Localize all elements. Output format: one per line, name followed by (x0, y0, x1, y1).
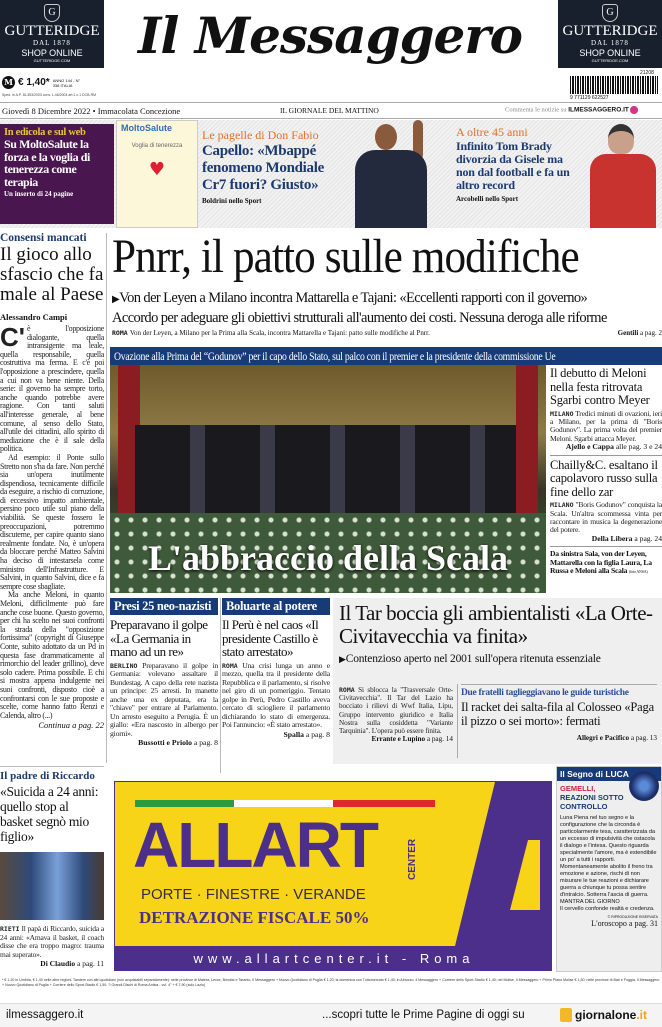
ad-since: DAL 1878 (33, 39, 71, 47)
giornalone-promo: ...scopri tutte le Prime Pagine di oggi su (322, 1009, 525, 1021)
promo-title: Su MoltoSalute la forza e la voglia di tenerezza come terapia (4, 137, 90, 189)
bottom-bar (0, 1003, 662, 1027)
crest-icon: G (602, 4, 618, 22)
promo-title: Capello: «Mbappé fenomeno Mondiale Cr7 fuori? Giusto» (202, 143, 324, 193)
rights: © RIPRODUZIONE RISERVATA (607, 915, 658, 919)
italian-flag-stripe (135, 800, 435, 807)
editorial (0, 232, 104, 730)
promo-byline: Arcobelli nello Sport (456, 195, 519, 203)
side2-sig: Della Libera a pag. 24 (591, 533, 662, 543)
riccardo-title[interactable]: «Suicida a 24 anni: quello stop al basket segnò mio figlio» (0, 784, 99, 844)
comment-bubble-icon (630, 106, 638, 114)
issue: ANNO 144 - N° 338 ITALIA (52, 77, 81, 88)
tar-sig: Errante e Lupino a pag. 14 (371, 735, 453, 744)
colosseo-kicker: Due fratelli taglieggiavano le guide turistiche (461, 688, 629, 698)
riccardo-story: Il padre di Riccardo «Suicida a 24 anni: quello stop al basket segnò mio figlio» RIETI Il papà di Riccardo, suicida a 24 anni: «Amava il basket, il coach disse che era troppo magro: trauma mai superato». Di Claudio a pag. 11 (0, 766, 104, 968)
ad-cta: SHOP ONLINE (579, 48, 641, 58)
horoscope-page[interactable]: L'oroscopo a pag. 31 (591, 919, 658, 928)
promo-kicker: Le pagelle di Don Fabio (202, 128, 319, 142)
editorial-kicker: Consensi mancati (0, 232, 87, 244)
crest-icon: G (44, 4, 60, 22)
ad-url: GUTTERIDGE.COM (591, 58, 629, 63)
riccardo-text: Il papà di Riccardo, suicida a 24 anni: «Amava il basket, il coach disse che era troppo magro: trauma mai superato». (0, 924, 104, 959)
side1-title[interactable]: Il debutto di Meloni nella festa ritrovata Sgarbi contro Meyer (550, 366, 650, 407)
horoscope-text: Luna Piena nel tuo segno e la configurazione che la circonda è particolarmente tesa, caratterizzata da un eccesso di impulsività che ostacola il dialogo e l'intesa. Questo riguarda specialmente l'amore, ma è estendibile un po' a tutti i rapporti. Momentaneamente abolito il freno tra emozione e azione, rischi di non misurare le tue reazioni e dichiarare guerra a chiunque tu possa sentire d'intralcio. Sotterra l'ascia di guerra. (560, 815, 657, 898)
heart-icon: ♥ (148, 159, 166, 180)
ad-brand: GUTTERIDGE (4, 23, 100, 39)
triangle-bullet-icon: ▶ (339, 654, 346, 664)
ad-cta: SHOP ONLINE (21, 48, 83, 58)
dropcap: C' (0, 322, 25, 352)
colosseo-sig: Allegri e Pacifico a pag. 13 (576, 734, 657, 742)
triangle-bullet-icon: ▶ (112, 294, 120, 305)
price-block (2, 76, 83, 89)
moltosalute-cover[interactable] (116, 120, 198, 228)
tar-deck: Contenzioso aperto nel 2001 sull'opera ritenuta essenziale (345, 653, 601, 665)
dateline (0, 102, 662, 119)
peru-kicker: Boluarte al potere (222, 598, 330, 615)
promo-title: Infinito Tom Brady divorzia da Gisele ma non dal football e fa un altro record (456, 139, 570, 192)
continue-link[interactable]: Continua a pag. 22 (38, 720, 104, 731)
scala-photo[interactable] (110, 365, 546, 593)
gutteridge-ad-left[interactable] (0, 0, 104, 68)
peru-title[interactable]: Il Perù è nel caos «Il presidente Castillo è stato arrestato» (222, 617, 319, 659)
colosseo-title[interactable]: Il racket dei salta-fila al Colosseo «Paga il pizzo o sei morto»: fermati (461, 700, 654, 728)
germany-sig: Bussotti e Priolo a pag. 8 (138, 738, 218, 747)
column-divider (220, 598, 221, 773)
price-footnote: * € 1,20 in Umbria, € 1,40 nelle altre regioni. Tandem con altri quotidiani (non acquistabili separatamente): nelle province di Matera, Lecce, Brindisi e Taranto, Il Messaggero + Nuovo Quotidiano di Puglia € 1,20; la domenica con Tuttomercato € 1,40; in Abruzzo, Il Messaggero + Corriere dello Sport-Stadio € 1,40; nel Molise, Il Messaggero + Primo Piano Molise € 1,50; nelle province di Bari e Foggia, Il Messaggero + Nuovo Quotidiano di Puglia + Corriere dello Sport-Stadio € 1,50. "I Grandi Dischi di Roma Antica - vol. 4" + € 7,90 (solo Lazio) (2, 978, 660, 987)
riccardo-sig: Di Claudio a pag. 11 (40, 959, 104, 968)
horoscope-header: Il Segno di LUCA (557, 767, 661, 781)
tar-box: Il Tar boccia gli ambientalisti «La Orte-Civitavecchia va finita» ▶Contenzioso aperto nel 2001 sull'opera ritenuta essenziale ROMA Si sblocca la "Trasversale Orte-Civitavecchia". Il Tar del Lazio ha bocciato i rilievi di Wwf Italia, Lipu, Gruppo intervento giuridico e Italia Nostra sulla cosiddetta "Variante Tarquinia". L'opera può essere finita. Errante e Lupino a pag. 14 Due fratelli taglieggiavano le guide turistiche Il racket dei salta-fila al Colosseo «Paga il pizzo o sei morto»: fermati Allegri e Pacifico a pag. 13 (333, 598, 662, 764)
postal-note: Sped. in A.P. DL353/2003 conv. L.46/2004 art.1 c.1 DCB-RM (2, 93, 97, 97)
promo-byline: Boldrini nello Sport (202, 197, 262, 205)
zodiac-wheel-icon (629, 771, 659, 801)
promo-note: Un inserto di 24 pagine (4, 190, 74, 198)
barcode (570, 76, 658, 94)
side2-title[interactable]: Chailly&C. esaltano il capolavoro russo sulla fine dello zar (550, 457, 658, 499)
scala-banner: Ovazione alla Prima del “Godunov” per il capo dello Stato, sul palco con il premier e la presidente della commissione Ue (114, 351, 556, 363)
colosseo-story (461, 684, 657, 742)
moltosalute-promo[interactable] (0, 124, 114, 224)
allart-ad[interactable] (114, 781, 552, 971)
magazine-name: MoltoSalute (121, 123, 172, 133)
scala-banner-bar (110, 347, 662, 365)
horoscope-title: REAZIONI SOTTO CONTROLLO (560, 793, 624, 811)
side1-text: Tredici minuti di ovazioni, ieri a Milano, per la prima di "Boris Godunov". La prima volta del premier Meloni. Sgarbi attacca Meyer. (550, 408, 662, 443)
lead-summary: ROMA Von der Leyen, a Milano per la Prima alla Scala, incontra Mattarella e Tajani: patto sulle modifiche al Pnrr. Gentili a pag. 2 (112, 329, 662, 337)
basketball-photo (0, 852, 104, 920)
ad-url: GUTTERIDGE.COM (33, 58, 71, 63)
brady-promo[interactable] (456, 125, 581, 203)
giornalone-logo-icon (560, 1008, 572, 1022)
editorial-p1: C' è l'opposizione dialogante, quella intransigente ma leale, quella responsabile, quella costruttiva ma ferma. E c'è poi l'opposizione a prescindere, quella a cui non va bene niente. Della serie: il governo ha sempre torto, anche quando potrebbe avere ragione. Con tanti saluti all'interesse generale, al bene comune, al senso dello Stato, all'utile dei cittadini, allo spirito di mediazione che è il sale della politica. (0, 322, 104, 454)
barcode-code: 21208 (640, 70, 654, 76)
mantra-label: MANTRA DEL GIORNO (560, 899, 620, 905)
peru-sig: Spalla a pag. 8 (283, 729, 330, 739)
promo-kicker: A oltre 45 anni (456, 125, 528, 139)
site-link[interactable]: ilmessaggero.it (6, 1009, 84, 1021)
m-logo-icon: M (2, 76, 15, 89)
allart-brand: ALLART (133, 809, 377, 881)
photo-caption: Da sinistra Sala, von der Leyen, Mattarella con la figlia Laura, La Russa e Meloni alla Scala (foto ANSA) (550, 549, 652, 576)
mbappe-photo (355, 120, 450, 228)
germany-story: Presi 25 neo-nazisti Preparavano il golpe «La Germania in mano ad un re» BERLINO Preparavano il golpe in Germania: volevano assaltare il Bundestag. A capo della rete nazista un principe: 25 arresti. In manette anche una ex deputata, era la "chiave" per entrare al Parlamento. Un arresto eseguito a Perugia. È un giallo: «Era nascosto in albergo per giorni». Bussotti e Priolo a pag. 8 (110, 599, 218, 747)
scala-sidebar: Il debutto di Meloni nella festa ritrovata Sgarbi contro Meyer MILANO Tredici minuti di ovazioni, ieri a Milano, per la prima di "Boris Godunov". La prima volta del premier Meloni. Sgarbi attacca Meyer. Ajello e Cappa alle pag. 3 e 24 Chailly&C. esaltano il capolavoro russo sulla fine dello zar MILANO "Boris Godunov" conquista la Scala. Un'altra scommessa vinta per raccontare in musica la degenerazione del potere. Della Libera a pag. 24 Da sinistra Sala, von der Leyen, Mattarella con la figlia Laura, La Russa e Meloni alla Scala (foto ANSA) (550, 366, 662, 576)
side1-sig: Ajello e Cappa alle pag. 3 e 24 (565, 442, 662, 452)
germany-text: Preparavano il golpe in Germania: volevano assaltare il Bundestag. A capo della rete nazista un principe: 25 arresti. In manette anche una ex deputata, era la "chiave" per entrare al Parlamento. Un arresto eseguito a Perugia. È un giallo: «Era nascosto in albergo per giorni». (110, 660, 218, 738)
mantra: Il cervello confonde realtà e credenza. (560, 906, 655, 912)
column-divider (106, 233, 107, 763)
riccardo-kicker: Il padre di Riccardo (0, 770, 95, 782)
editorial-p3: Ma anche Meloni, in quanto Meloni, difficilmente può fare anche cose buone. Questo governo, per chi ha scelto nei suoi confronti la strada della "opposizione fortissima" (copyright di Giuseppe Conte, subito adottato da un Pd in questa fase drammaticamente al rimorchio del leader grillino), deve solo cadere. Prima possibile. E chi si mostra appena indulgente nei suoi confronti, disposto cioè a confrontarsi con le sue proposte e scelte, come hanno fatto Renzi e Calenda, altro (...) (0, 590, 104, 720)
editorial-title[interactable]: Il gioco allo sfascio che fa male al Paese (0, 244, 104, 305)
price: € 1,40* (18, 77, 50, 88)
lead-deck: ▶Von der Leyen a Milano incontra Mattarella e Tajani: «Eccellenti rapporti con il governo» Accordo per adeguare gli obiettivi strutturali all'aumento dei costi. Nessuna deroga alle riforme (112, 290, 607, 326)
allart-offer: DETRAZIONE FISCALE 50% (139, 908, 370, 927)
editorial-p2: Ad esempio: il Ponte sullo Stretto non s'ha da fare. Non perché sia un'opera inutilmente dispendiosa, tecnicamente difficile da eseguire, a rischio di corruzione, di eccessivo impatto ambientale, persino poco utile sul piano della viabilità. Se queste fossero le preoccupazioni, potremmo discuterne, per capire quanto siano realmente fondate. No, è un'opera da bloccare perché Matteo Salvini ha deciso di intestarsela come ministro dell'Infrastrutture. E Salvini, in quanto Salvini, dice e fa sempre cose sbagliate. (0, 452, 104, 591)
promo-kicker: In edicola e sul web (4, 127, 86, 138)
scala-photo-title: L'abbraccio della Scala (148, 538, 508, 578)
capello-promo[interactable] (202, 128, 342, 205)
horoscope-box: Il Segno di LUCA GEMELLI, REAZIONI SOTTO CONTROLLO Luna Piena nel tuo segno e la configurazione che la circonda è particolarmente tesa, caratterizzata da un eccesso di impulsività che ostacola il dialogo e l'intesa. Questo riguarda specialmente l'amore, ma è estendibile un po' a tutti i rapporti. Momentaneamente abolito il freno tra emozione e azione, rischi di non misurare le tue reazioni e dichiarare guerra a chiunque tu possa sentire d'intralcio. Sotterra l'ascia di guerra. MANTRA DEL GIORNO Il cervello confonde realtà e credenza. © RIPRODUZIONE RISERVATA L'oroscopo a pag. 31 (556, 766, 662, 972)
motto: IL GIORNALE DEL MATTINO (280, 106, 379, 115)
barcode-number: 9 771129 622527 (570, 95, 609, 101)
giornalone-link[interactable]: giornalone.it (575, 1008, 648, 1022)
date: Giovedì 8 Dicembre 2022 • Immacolata Concezione (2, 106, 181, 116)
allart-url: www.allartcenter.it - Roma (115, 946, 552, 971)
allart-products: PORTE · FINESTRE · VERANDE (141, 886, 366, 903)
comment-link[interactable]: Commenta le notizie su ILMESSAGGERO.IT (505, 106, 638, 114)
ad-since: DAL 1878 (591, 39, 629, 47)
editorial-author: Alessandro Campi (0, 312, 68, 322)
tar-title[interactable]: Il Tar boccia gli ambientalisti «La Orte-Civitavecchia va finita» (339, 601, 653, 648)
peru-story: Boluarte al potere Il Perù è nel caos «Il presidente Castillo è stato arrestato» ROMA Una crisi lunga un anno e mezzo, quella tra il presidente della Repubblica e il parlamento, si risolve nel giro di un pomeriggio. Tentato golpe in Perù, Pedro Castillo aveva cercato di sciogliere il parlamento dichiarando lo stato di emergenza. Poi l'annuncio: «È stato arrestato». Spalla a pag. 8 (222, 599, 330, 739)
germany-kicker: Presi 25 neo-nazisti (110, 598, 218, 615)
side2-text: "Boris Godunov" conquista la Scala. Un'altra scommessa vinta per raccontare in musica la degenerazione del potere. (550, 500, 662, 535)
peru-text: Una crisi lunga un anno e mezzo, quella tra il presidente della Repubblica e il parlamento, si risolve nel giro di un pomeriggio. Tentato golpe in Perù, Pedro Castillo aveva cercato di sciogliere il parlamento dichiarando lo stato di emergenza. Poi l'annuncio: «È stato arrestato». (222, 660, 330, 729)
gutteridge-ad-right[interactable] (558, 0, 662, 68)
masthead-title: Il Messaggero (137, 6, 523, 65)
ad-brand: GUTTERIDGE (562, 23, 658, 39)
tar-text: Si sblocca la "Trasversale Orte-Civitavecchia". Il Tar del Lazio ha bocciato i rilievi di Wwf Italia, Lipu, Gruppo intervento giuridico e Italia Nostra sulla cosiddetta "Variante Tarquinia". L'opera può essere finita. (339, 686, 453, 736)
allart-brand-sub: CENTER (407, 838, 418, 880)
lead-headline[interactable]: Pnrr, il patto sulle modifiche (112, 230, 579, 283)
brady-photo (584, 122, 660, 228)
germany-title[interactable]: Preparavano il golpe «La Germania in mano ad un re» (110, 617, 208, 659)
cover-title: Voglia di tenerezza (131, 143, 183, 149)
